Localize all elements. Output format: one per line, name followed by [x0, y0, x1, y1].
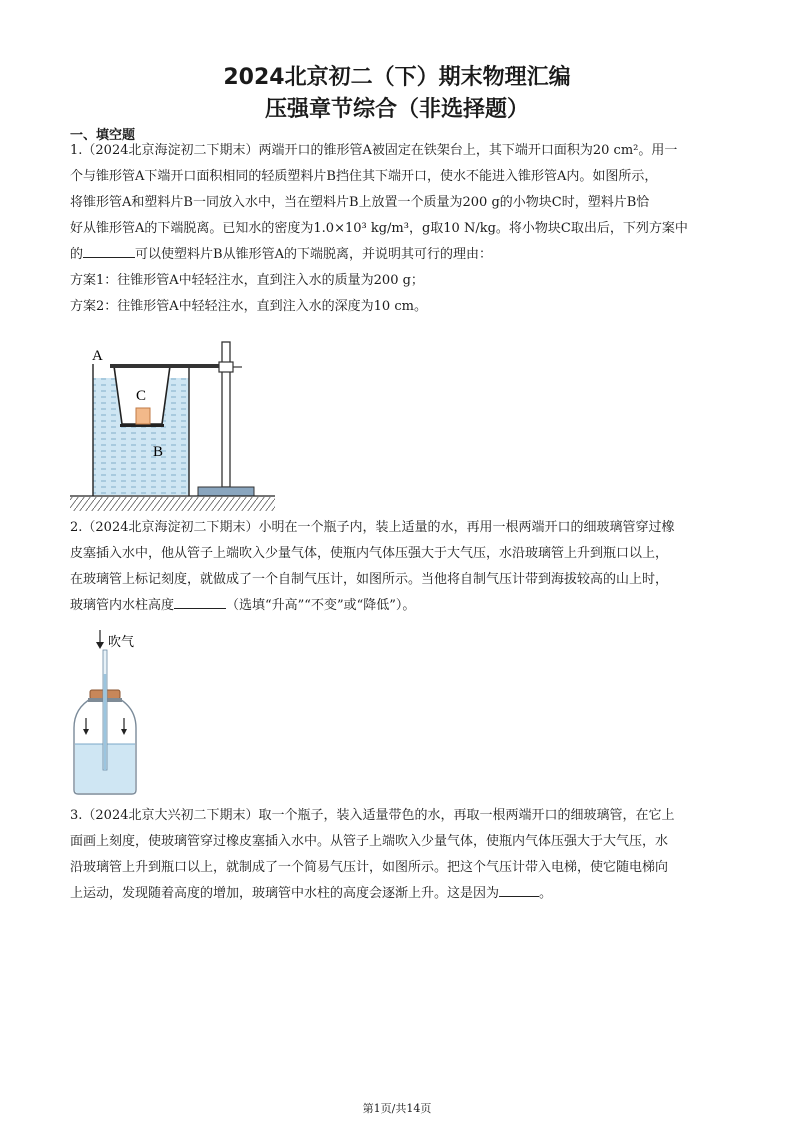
- answer-blank[interactable]: [174, 596, 226, 609]
- blow-label: 吹气: [108, 635, 135, 650]
- answer-blank[interactable]: [499, 884, 539, 897]
- figure-barometer-bottle: [70, 626, 170, 796]
- document-title-line1: 2024北京初二（下）期末物理汇编: [223, 65, 571, 90]
- question-3: [70, 803, 730, 907]
- section-heading: 一、填空题: [70, 128, 136, 143]
- question-text-line: [70, 593, 730, 619]
- stand-base: [198, 487, 254, 496]
- question-text-line: 1.（2024北京海淀初二下期末）两端开口的锥形管A被固定在铁架台上，其下端开口面积为20 cm²。用一: [70, 143, 678, 158]
- question-text-line: 2.（2024北京海淀初二下期末）小明在一个瓶子内，装上适量的水，再用一根两端开口的细玻璃管穿过橡: [70, 520, 675, 535]
- page-footer: 第1页/共14页: [362, 1102, 432, 1115]
- water-column: [104, 674, 106, 770]
- document-title-line2: 压强章节综合（非选择题）: [264, 97, 529, 122]
- question-text-fragment: 玻璃管内水柱高度: [70, 598, 175, 613]
- stand-clamp: [219, 362, 233, 372]
- question-text-line: 个与锥形管A下端开口面积相同的轻质塑料片B挡住其下端开口，使水不能进入锥形管A内。如图所示，: [70, 169, 658, 184]
- question-text-line: 面画上刻度，使玻璃管穿过橡皮塞插入水中。从管子上端吹入少量气体，使瓶内气体压强大于大气压，水: [70, 834, 669, 849]
- question-text-line: 在玻璃管上标记刻度，就做成了一个自制气压计，如图所示。当他将自制气压计带到海拔较高的山上时，: [70, 572, 669, 587]
- question-2: [70, 515, 730, 619]
- answer-blank[interactable]: [83, 245, 135, 258]
- plan-1-text: 方案1：往锥形管A中轻轻注水，直到注入水的质量为200 g；: [70, 273, 424, 288]
- label-b: B: [153, 444, 164, 460]
- block-c: [136, 408, 150, 424]
- question-text-fragment: 可以使塑料片B从锥形管A的下端脱离，并说明其可行的理由：: [135, 247, 492, 262]
- question-text-line: 好从锥形管A的下端脱离。已知水的密度为1.0×10³ kg/m³，g取10 N/kg。将小物块C取出后，下列方案中: [70, 221, 688, 236]
- question-text-fragment: （选填“升高”“不变”或“降低”）。: [226, 598, 416, 613]
- question-text-fragment: 。: [539, 886, 553, 901]
- figure-cone-tube-apparatus: [70, 340, 275, 512]
- clamp-rod: [110, 364, 230, 368]
- question-text-line: 沿玻璃管上升到瓶口以上，就制成了一个简易气压计，如图所示。把这个气压计带入电梯，使它随电梯向: [70, 860, 669, 875]
- question-text-fragment: 上运动，发现随着高度的增加，玻璃管中水柱的高度会逐渐上升。这是因为: [70, 886, 500, 901]
- blow-arrowhead-icon: [96, 642, 104, 649]
- question-text-fragment: 的: [70, 247, 84, 262]
- question-text-line: 皮塞插入水中，他从管子上端吹入少量气体，使瓶内气体压强大于大气压，水沿玻璃管上升到瓶口以上，: [70, 546, 669, 561]
- label-a: A: [92, 348, 103, 364]
- question-text-line: [70, 242, 730, 268]
- question-text-line: 3.（2024北京大兴初二下期末）取一个瓶子，装入适量带色的水，再取一根两端开口的细玻璃管，在它上: [70, 808, 675, 823]
- ground-hatching: [70, 497, 275, 511]
- question-1: [70, 138, 730, 320]
- question-text-line: [70, 881, 730, 907]
- question-text-line: 将锥形管A和塑料片B一同放入水中，当在塑料片B上放置一个质量为200 g的小物块C时，塑料片B恰: [70, 195, 650, 210]
- plan-2-text: 方案2：往锥形管A中轻轻注水，直到注入水的深度为10 cm。: [70, 299, 427, 314]
- label-c: C: [136, 388, 147, 404]
